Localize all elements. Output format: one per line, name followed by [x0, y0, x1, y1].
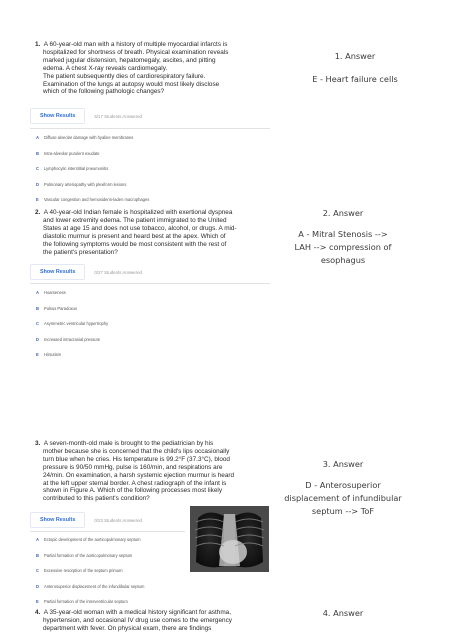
question-line: mother because she is concerned that the child's lips occasionally: [43, 447, 230, 455]
option-text: Hoarseness: [44, 290, 66, 296]
question-line: 24/min. On examination, a harsh systemic ejection murmur is heard: [43, 471, 235, 479]
option-letter: B: [36, 305, 39, 311]
question-line: hospitalized for shortness of breath. Physical examination reveals: [43, 48, 229, 56]
option-d[interactable]: [36, 177, 149, 193]
option-b[interactable]: [36, 548, 144, 564]
results-row: [30, 263, 142, 281]
option-d[interactable]: [36, 579, 144, 595]
option-letter: C: [36, 321, 39, 327]
option-e[interactable]: [36, 594, 144, 610]
question-line: and lower extremity edema. The patient immigrated to the United: [43, 216, 227, 224]
question-line: pressure is 90/50 mmHg, pulse is 160/min, and respirations are: [43, 463, 223, 471]
option-b[interactable]: [36, 301, 108, 317]
option-letter: A: [36, 290, 39, 296]
question-line: [35, 440, 270, 448]
question-line-text: A 60-year-old man with a history of multiple myocardial infarcts is: [43, 41, 228, 48]
question-line: at the left upper sternal border. A chest radiograph of the infant is: [43, 479, 227, 487]
divider: [30, 283, 270, 284]
show-results-button[interactable]: Show Results: [30, 264, 85, 280]
option-letter: C: [36, 568, 39, 574]
option-letter: A: [36, 537, 39, 543]
option-a[interactable]: [36, 130, 149, 146]
option-letter: E: [36, 352, 39, 358]
option-text: Excessive resorption of the septum primum: [44, 568, 123, 574]
show-results-button[interactable]: Show Results: [30, 108, 85, 124]
options-list: [36, 532, 144, 610]
option-letter: E: [36, 197, 39, 203]
option-d[interactable]: [36, 332, 108, 348]
option-e[interactable]: [36, 347, 108, 363]
answer-text: E - Heart failure cells: [312, 74, 398, 84]
option-text: Increased intracranial pressure: [44, 336, 101, 342]
question-number: 4.: [35, 609, 41, 616]
option-text: Hirsutism: [44, 352, 62, 358]
question-line: diastolic murmur is present and heard best at the apex. Which of: [43, 232, 226, 240]
option-a[interactable]: [36, 285, 108, 301]
option-text: Intra-alveolar purulent exudate: [44, 150, 100, 156]
option-e[interactable]: [36, 192, 149, 208]
question-line: department with fever. On physical exam, there are findings: [43, 624, 212, 632]
answer-2: [273, 207, 413, 267]
question-line-text: A seven-month-old male is brought to the pediatrician by his: [43, 440, 214, 447]
question-line-text: A 40-year-old Indian female is hospitalized with exertional dyspnea: [43, 209, 233, 216]
question-4-text: [35, 609, 270, 633]
students-answered: 0/23 Students Answered: [94, 517, 142, 523]
answer-text: D - Anterosuperior: [305, 480, 381, 490]
answer-3: [273, 458, 413, 518]
option-letter: C: [36, 166, 39, 172]
answer-label: 1. Answer: [334, 51, 376, 61]
option-letter: D: [36, 181, 39, 187]
answer-text: septum --> ToF: [311, 506, 375, 516]
option-letter: E: [36, 599, 39, 605]
question-line: [35, 209, 270, 217]
question-line: turn blue when he cries. His temperature is 99.2°F (37.3°C), blood: [43, 455, 230, 463]
option-text: Partial formation of the interventricular septum: [44, 599, 128, 605]
option-text: Pulsus Paradoxus: [44, 305, 77, 311]
chest-xray-image: [190, 506, 269, 572]
answer-text: LAH --> compression of: [294, 242, 392, 252]
options-list: [36, 130, 149, 208]
answer-4: [273, 607, 413, 620]
option-c[interactable]: [36, 316, 108, 332]
question-line: The patient subsequently dies of cardiorespiratory failure.: [43, 72, 206, 80]
students-answered: 0/27 Students Answered: [94, 269, 142, 275]
option-letter: B: [36, 150, 39, 156]
option-text: Partial formation of the aorticopulmonary septum: [44, 552, 133, 558]
divider: [30, 128, 270, 129]
option-text: Diffuse alveolar damage with hyaline membranes: [44, 135, 134, 141]
answer-label: 3. Answer: [322, 459, 364, 469]
answer-text: A - Mitral Stenosis -->: [298, 229, 388, 239]
results-row: [30, 511, 142, 529]
question-1-text: [35, 41, 270, 96]
question-line: shown in Figure A. Which of the following processes most likely: [43, 487, 223, 495]
option-text: Vascular congestion and hemosiderin-laden macrophages: [44, 197, 150, 203]
answer-label: 4. Answer: [322, 608, 364, 618]
option-letter: B: [36, 552, 39, 558]
answer-text: esophagus: [320, 255, 366, 265]
option-letter: A: [36, 135, 39, 141]
question-line: marked jugular distension, hepatomegaly, ascites, and pitting: [43, 56, 216, 64]
option-a[interactable]: [36, 532, 144, 548]
students-answered: 5/17 Students Answered: [94, 113, 142, 119]
question-number: 3.: [35, 440, 41, 447]
option-b[interactable]: [36, 146, 149, 162]
option-text: Anterosuperior displacement of the infundibular septum: [44, 583, 145, 589]
question-2-text: [35, 209, 270, 256]
option-text: Lymphocytic interstitial pneumonitis: [44, 166, 109, 172]
question-line: edema. A chest X-ray reveals cardiomegaly.: [43, 64, 168, 72]
question-line: Examination of the lungs at autopsy would most likely disclose: [43, 80, 220, 88]
answer-label: 2. Answer: [322, 208, 364, 218]
option-c[interactable]: [36, 563, 144, 579]
results-row: [30, 107, 142, 125]
options-list: [36, 285, 108, 363]
question-line: which of the following pathologic changes?: [43, 88, 165, 96]
question-line: hypertension, and occasional IV drug use comes to the emergency: [43, 616, 232, 624]
question-line-text: A 35-year-old woman with a medical history significant for asthma,: [43, 609, 231, 616]
option-text: Ectopic development of the aorticopulmonary septum: [44, 537, 141, 543]
question-line: the patient's presentation?: [43, 248, 118, 256]
answer-text: displacement of infundibular: [284, 493, 402, 503]
option-text: Pulmonary arteriopathy with plexiform lesions: [44, 181, 127, 187]
question-line: contributed to this patient's condition?: [43, 495, 150, 503]
question-3-text: [35, 440, 270, 503]
option-letter: D: [36, 336, 39, 342]
show-results-button[interactable]: Show Results: [30, 512, 85, 528]
question-line: [35, 41, 270, 49]
chest-xray-icon: [190, 506, 269, 572]
question-line: the following symptoms would be most consistent with the rest of: [43, 240, 227, 248]
option-c[interactable]: [36, 161, 149, 177]
question-line: States at age 15 and does not use tobacco, alcohol, or drugs. A mid-: [43, 224, 237, 232]
option-letter: D: [36, 583, 39, 589]
question-number: 2.: [35, 209, 41, 216]
answer-1: [285, 50, 425, 86]
question-number: 1.: [35, 41, 41, 48]
question-line: [35, 609, 270, 617]
option-text: Asymmetric ventricular hypertrophy: [44, 321, 109, 327]
